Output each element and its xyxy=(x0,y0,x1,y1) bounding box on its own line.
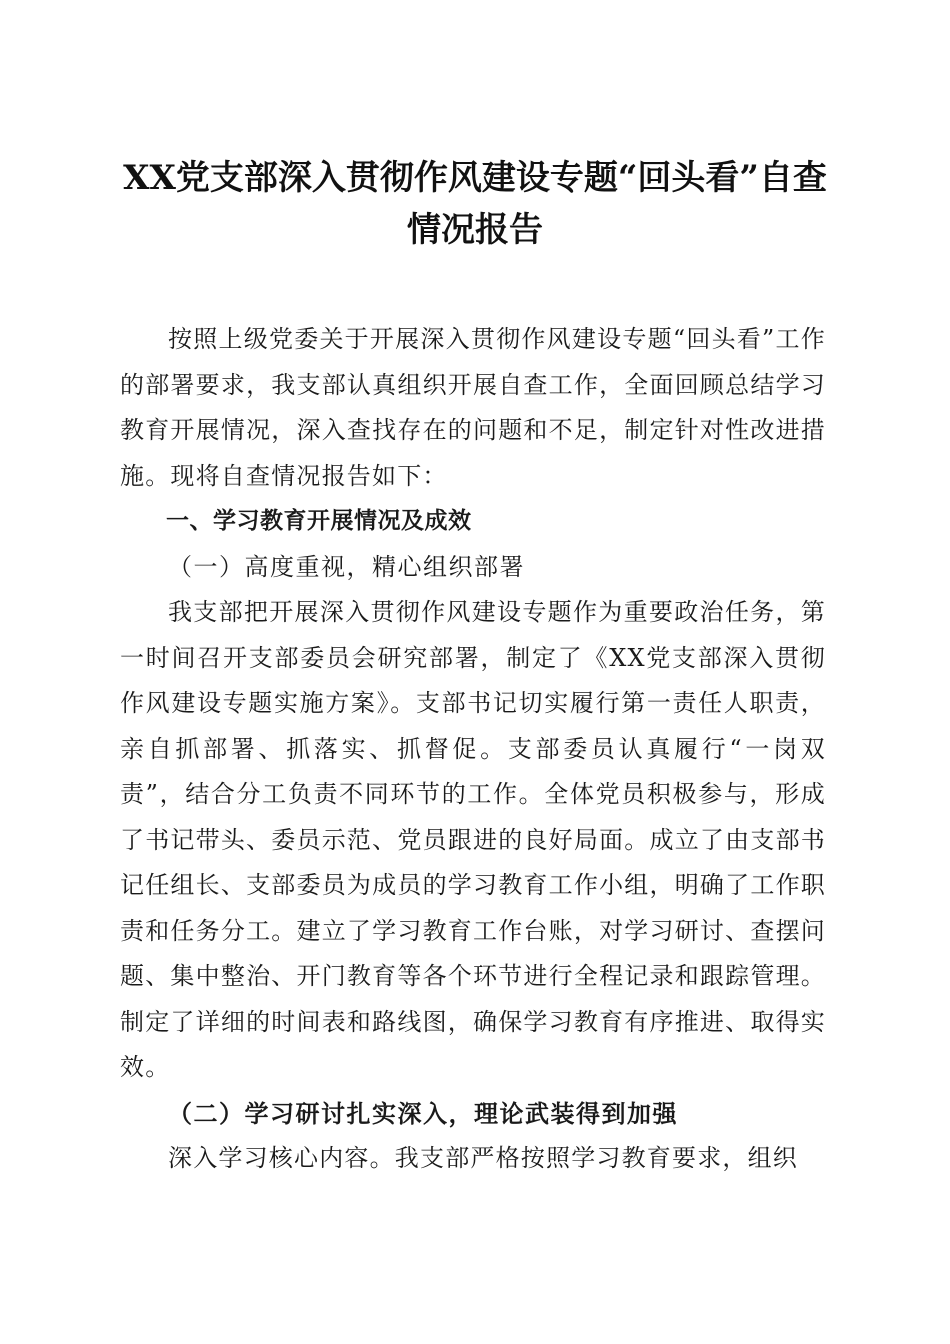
subsection-heading-2: （二）学习研讨扎实深入，理论武装得到加强 xyxy=(168,1098,678,1128)
subsection-2-paragraph: 深入学习核心内容。我支部严格按照学习教育要求，组织 xyxy=(168,1144,798,1172)
intro-paragraph: 按照上级党委关于开展深入贯彻作风建设专题“回头看”工作的部署要求，我支部认真组织开展自查工作，全面回顾总结学习教育开展情况，深入查找存在的问题和不足，制定针对性改进措施。现将自查情况报告如下： xyxy=(120,325,826,490)
subsection-heading-1: （一）高度重视，精心组织部署 xyxy=(168,552,525,581)
document-body xyxy=(120,317,826,1182)
subsection-1-paragraph: 我支部把开展深入贯彻作风建设专题作为重要政治任务，第一时间召开支部委员会研究部署，制定了《XX党支部深入贯彻作风建设专题实施方案》。支部书记切实履行第一责任人职责，亲自抓部署、抓落实、抓督促。支部委员认真履行“一岗双责”，结合分工负责不同环节的工作。全体党员积极参与，形成了书记带头、委员示范、党员跟进的良好局面。成立了由支部书记任组长、支部委员为成员的学习教育工作小组，明确了工作职责和任务分工。建立了学习教育工作台账，对学习研讨、查摆问题、集中整治、开门教育等各个环节进行全程记录和跟踪管理。制定了详细的时间表和路线图，确保学习教育有序推进、取得实效。 xyxy=(120,598,826,1081)
document-title: XX党支部深入贯彻作风建设专题“回头看”自查情况报告 xyxy=(123,158,827,250)
section-heading-1: 一、学习教育开展情况及成效 xyxy=(166,508,472,534)
